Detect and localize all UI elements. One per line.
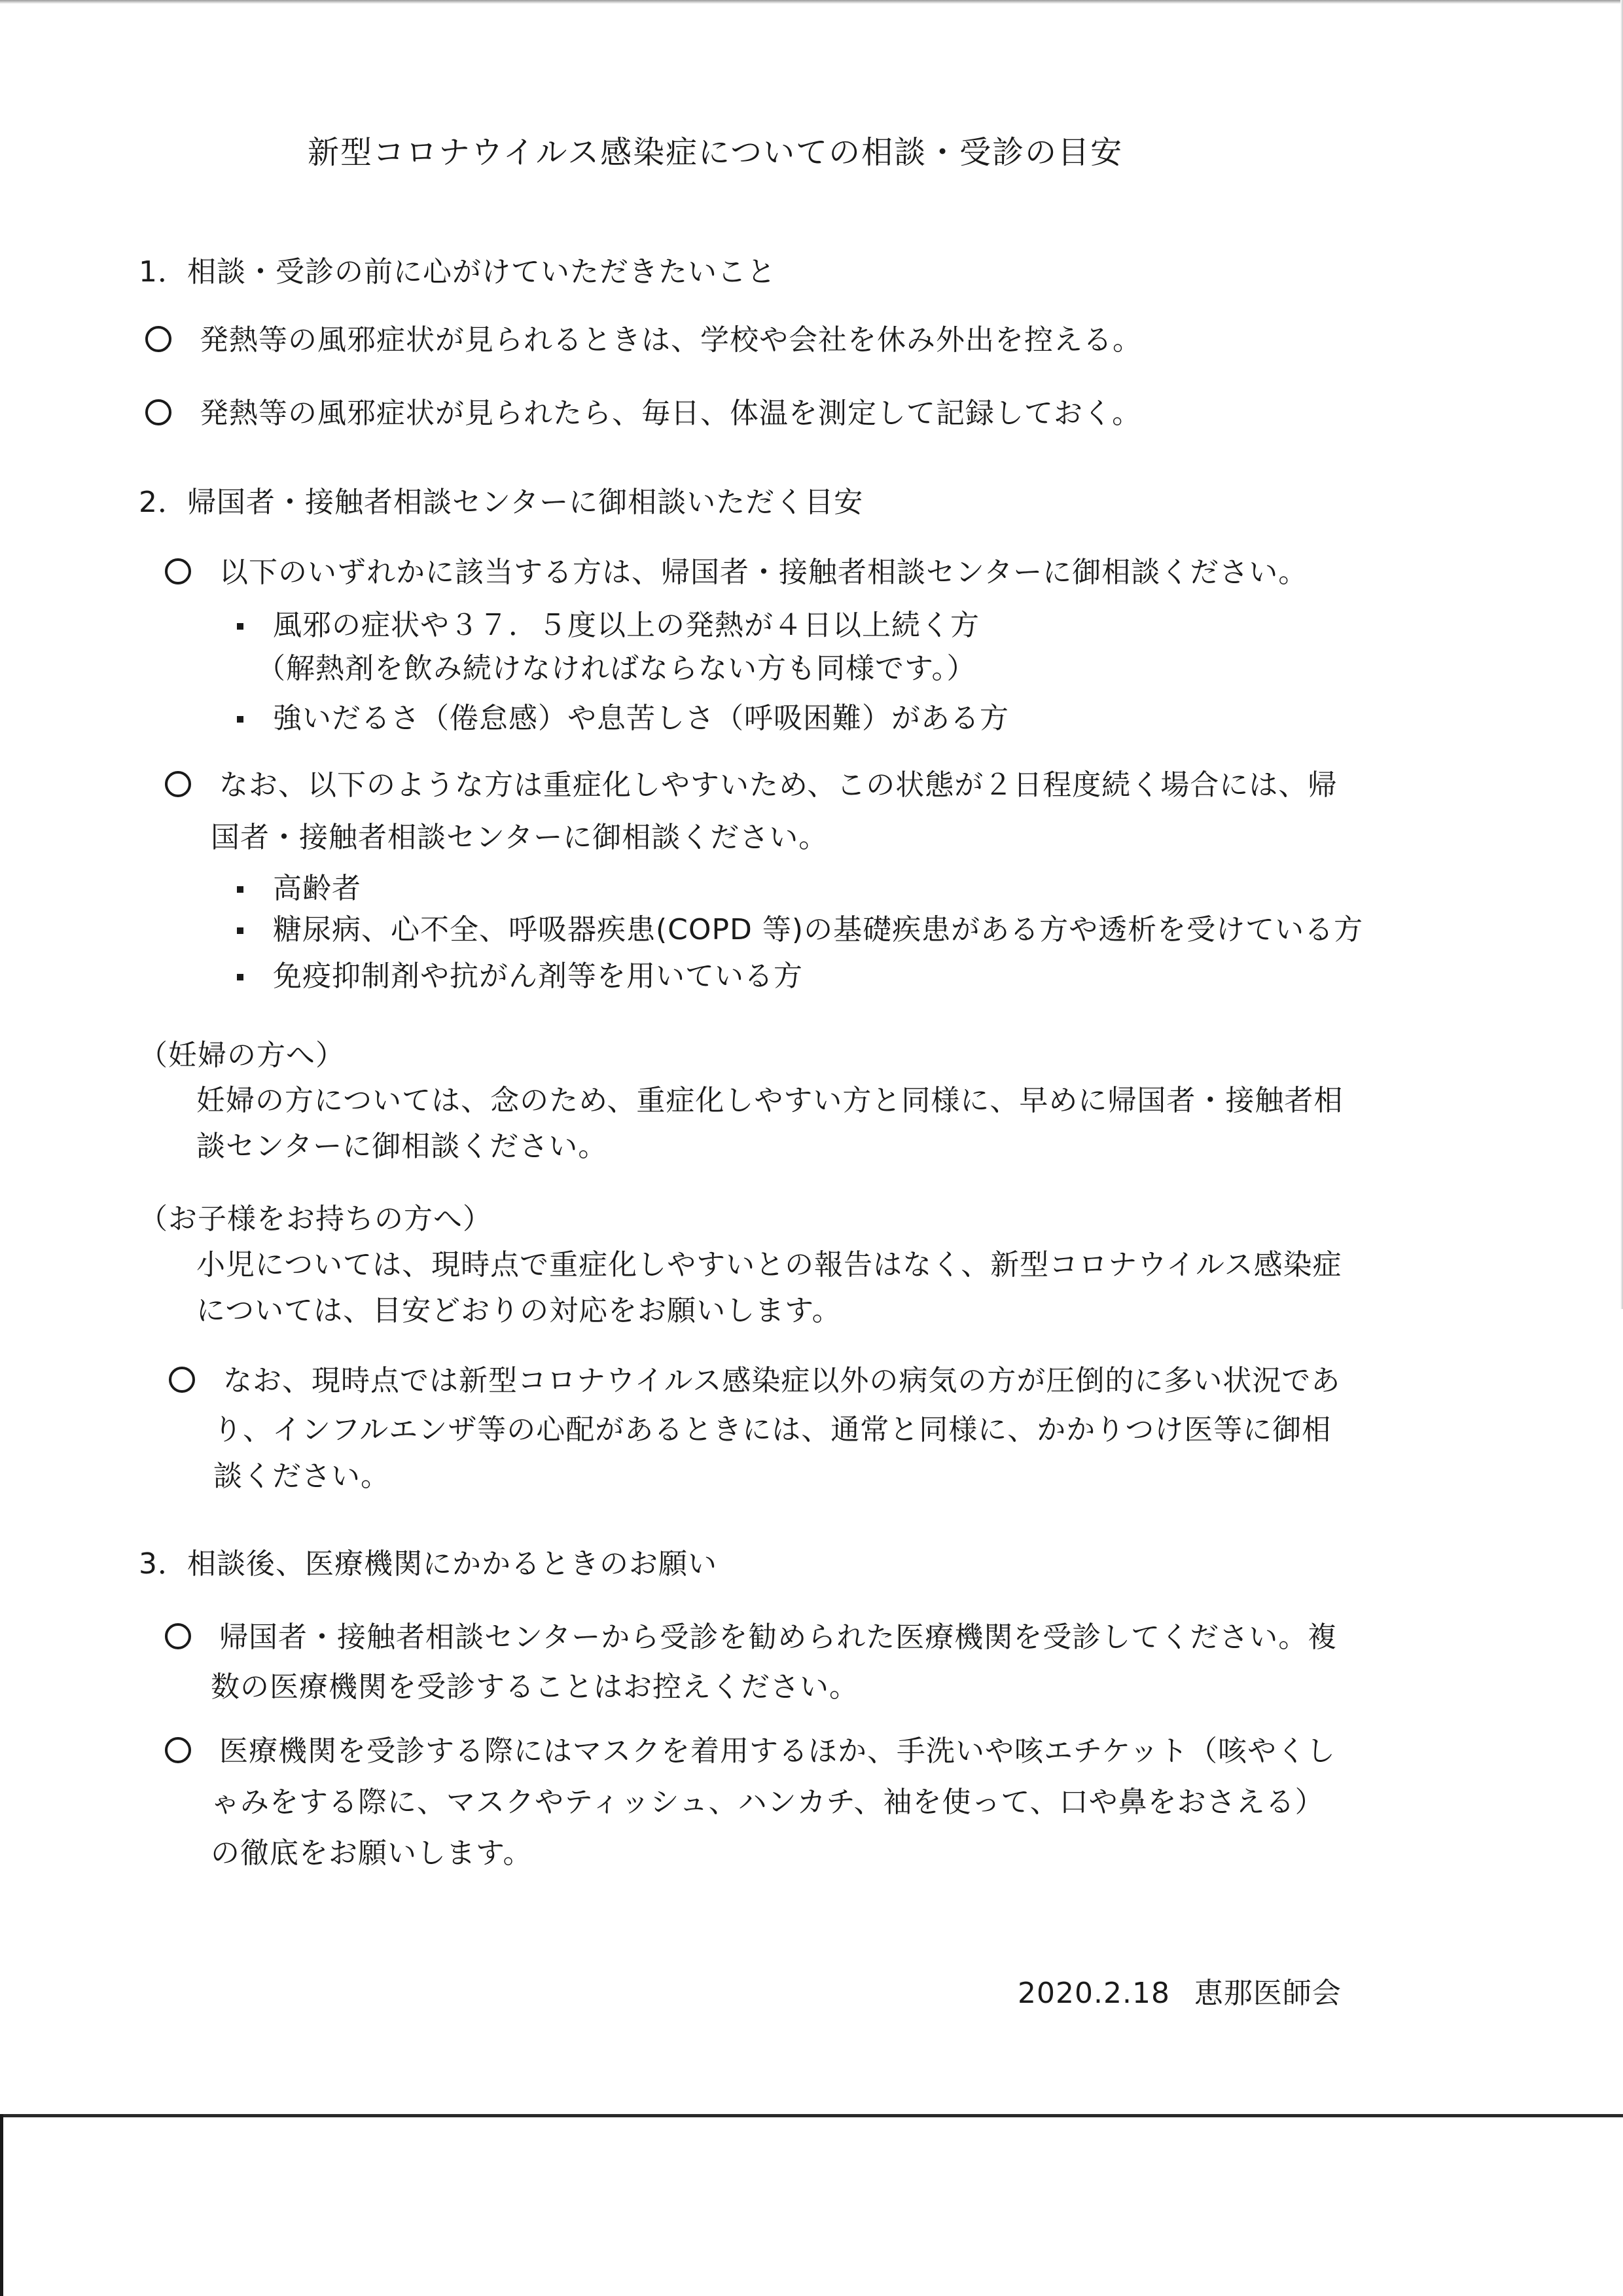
section1-heading: 1．相談・受診の前に心がけていただきたいこと (139, 255, 776, 289)
section2-item-3-line1: なお、現時点では新型コロナウイルス感染症以外の病気の方が圧倒的に多い状況であ (223, 1364, 1341, 1397)
section2-heading: 2．帰国者・接触者相談センターに御相談いただく目安 (139, 486, 864, 519)
sub-1-text: 風邪の症状や３７．５度以上の発熱が４日以上続く方 (273, 609, 980, 642)
sub-2-text: 強いだるさ（倦怠感）や息苦しさ（呼吸困難）がある方 (273, 702, 1009, 735)
square-bullet-icon (237, 716, 243, 723)
children-heading: （お子様をお持ちの方へ） (139, 1202, 492, 1236)
sub-text: 高齢者 (273, 872, 361, 905)
footer-date: 2020.2.18 (1018, 1977, 1170, 2010)
section2-item-2-line1: なお、以下のような方は重症化しやすいため、この状態が２日程度続く場合には、帰 (219, 768, 1338, 802)
scan-edge-right (1620, 0, 1623, 1309)
square-bullet-icon (237, 927, 243, 934)
square-bullet-icon (237, 623, 243, 630)
section2-item-2-sub-2 (237, 912, 1363, 948)
circle-bullet-icon (169, 1367, 195, 1393)
section3-item-1-line1: 帰国者・接触者相談センターから受診を勧められた医療機関を受診してください。複 (219, 1621, 1338, 1654)
section1-item-1 (145, 322, 1142, 359)
section2-item-1-text: 以下のいずれかに該当する方は、帰国者・接触者相談センターに御相談ください。 (219, 556, 1308, 589)
pregnant-line2: 談センターに御相談ください。 (196, 1130, 608, 1163)
section2-item-2-sub-1 (237, 870, 361, 907)
scan-edge-left (0, 2114, 3, 2296)
circle-bullet-icon (165, 771, 191, 797)
section3-item-2-line1: 医療機関を受診する際にはマスクを着用するほか、手洗いや咳エチケット（咳やくし (219, 1734, 1336, 1768)
footer-organization: 恵那医師会 (1194, 1977, 1342, 2010)
children-line1: 小児については、現時点で重症化しやすいとの報告はなく、新型コロナウイルス感染症 (196, 1248, 1342, 1282)
section3-item-2-line3: の徹底をお願いします。 (211, 1837, 533, 1870)
scan-edge-top (0, 0, 1623, 4)
square-bullet-icon (237, 886, 243, 893)
circle-bullet-icon (165, 558, 191, 584)
section2-item-1-sub-1 (237, 607, 980, 644)
section1-item-1-text: 発熱等の風邪症状が見られるときは、学校や会社を休み外出を控える。 (200, 323, 1142, 357)
circle-bullet-icon (145, 326, 171, 352)
section2-item-2-line2: 国者・接触者相談センターに御相談ください。 (211, 821, 829, 854)
pregnant-heading: （妊婦の方へ） (139, 1039, 345, 1072)
sub-text: 糖尿病、心不全、呼吸器疾患(COPD 等)の基礎疾患がある方や透析を受けている方 (273, 913, 1364, 946)
scan-edge-bottom (0, 2114, 1623, 2117)
section1-item-2 (145, 395, 1141, 432)
section3-item-2-line2: ゃみをする際に、マスクやティッシュ、ハンカチ、袖を使って、口や鼻をおさえる） (211, 1785, 1325, 1819)
section2-item-2-sub-3 (237, 958, 803, 995)
section3-item-2 (165, 1733, 1336, 1770)
section2-item-3-line2: り、インフルエンザ等の心配があるときには、通常と同様に、かかりつけ医等に御相 (213, 1413, 1332, 1446)
square-bullet-icon (237, 974, 243, 980)
children-line2: については、目安どおりの対応をお願いします。 (196, 1294, 842, 1327)
section2-item-2 (165, 767, 1337, 804)
section3-heading: 3．相談後、医療機関にかかるときのお願い (139, 1547, 717, 1581)
section1-item-2-text: 発熱等の風邪症状が見られたら、毎日、体温を測定して記録しておく。 (200, 397, 1142, 430)
section2-item-1-sub-2 (237, 700, 1009, 737)
circle-bullet-icon (145, 399, 171, 425)
pregnant-line1: 妊婦の方については、念のため、重症化しやすい方と同様に、早めに帰国者・接触者相 (196, 1084, 1344, 1117)
section2-item-3 (169, 1363, 1340, 1399)
section3-item-1 (165, 1619, 1337, 1656)
section2-item-1 (165, 554, 1308, 591)
footer (1018, 1975, 1342, 2012)
section2-item-1-sub-1-note: （解熱剤を飲み続けなければならない方も同様です。） (257, 652, 976, 685)
sub-text: 免疫抑制剤や抗がん剤等を用いている方 (273, 960, 803, 993)
document-title: 新型コロナウイルス感染症についての相談・受診の目安 (308, 134, 1124, 171)
circle-bullet-icon (165, 1623, 191, 1649)
circle-bullet-icon (165, 1737, 191, 1763)
section2-item-3-line3: 談ください。 (213, 1460, 390, 1493)
section3-item-1-line2: 数の医療機関を受診することはお控えください。 (211, 1670, 859, 1704)
